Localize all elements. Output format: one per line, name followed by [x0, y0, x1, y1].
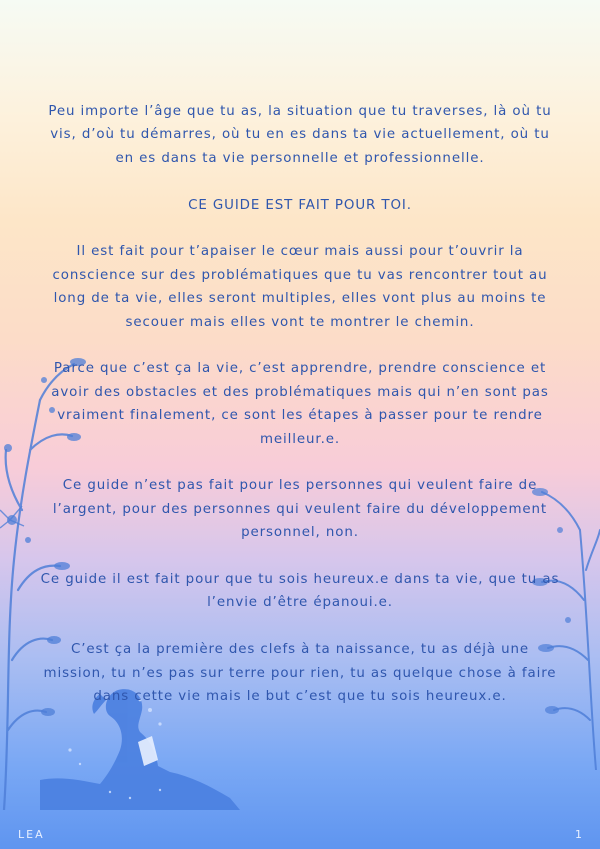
- footer-author: LEA: [18, 828, 45, 841]
- paragraph-intro: Peu importe l’âge que tu as, la situation que tu traverses, là où tu vis, d’où tu démarres, où tu en es dans ta vie actuellement, où tu en es dans ta vie personnelle et professionnelle.: [48, 104, 552, 166]
- guide-text: [40, 100, 560, 732]
- paragraph-not-for: Ce guide n’est pas fait pour les personnes qui veulent faire de l’argent, pour des personnes qui veulent faire du développement personnel, non.: [52, 478, 548, 541]
- page-number: 1: [575, 828, 584, 841]
- paragraph-life: Parce que c’est ça la vie, c’est apprendre, prendre conscience et avoir des obstacles et des problématiques mais qui n’en sont pas vraiment finalement, ce sont les étapes à passer pour te rendre meilleur.e.: [51, 361, 549, 447]
- paragraph-mission: C’est ça la première des clefs à ta naissance, tu as déjà une mission, tu n’es pas sur terre pour rien, tu as quelque chose à faire dans cette vie mais le but c’est que tu sois heureux.e.: [43, 642, 557, 705]
- paragraph-headline: CE GUIDE EST FAIT POUR TOI.: [188, 197, 412, 213]
- paragraph-purpose: Il est fait pour t’apaiser le cœur mais aussi pour t’ouvrir la conscience sur des problématiques que tu vas rencontrer tout au long de ta vie, elles seront multiples, elles vont plus au moins te secouer mais elles vont te montrer le chemin.: [52, 244, 548, 330]
- paragraph-happiness: Ce guide il est fait pour que tu sois heureux.e dans ta vie, que tu as l’envie d’être épanoui.e.: [40, 572, 560, 611]
